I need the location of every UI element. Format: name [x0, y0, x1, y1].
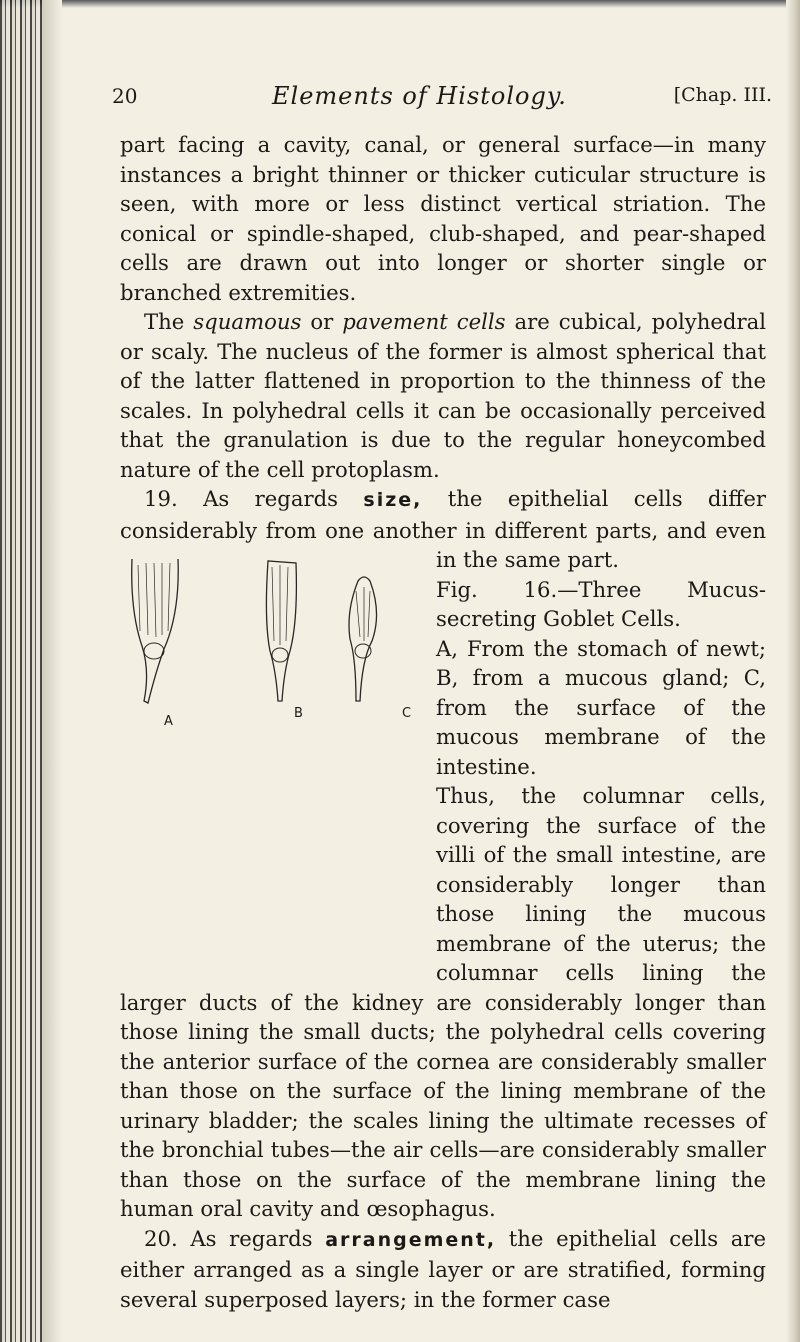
paragraph-2: [120, 307, 766, 484]
term-squamous: squamous: [193, 309, 302, 334]
gutter-shadow: [42, 0, 62, 1342]
page-top-edge: [0, 0, 800, 8]
paragraph-1: part facing a cavity, canal, or general surface—in many instances a bright thinner or thicker cuticular structure is seen, with more or less distinct vertical striation. The conical or spindle-shaped, club-shaped, and pear-shaped cells are drawn out into longer or shorter single or branched extremities.: [120, 132, 766, 305]
term-pavement-cells: pavement cells: [342, 309, 506, 334]
p4-text-b: the epithelial cells are either arranged as a single layer or are stratified, forming several superposed layers; in the former case: [120, 1225, 766, 1312]
figure-label-c: C: [402, 706, 412, 721]
figure-label-b: B: [294, 706, 303, 721]
figure-caption-description: A, From the stomach of newt; B, from a mucous gland; C, from the surface of the mucous membrane of the intestine.: [436, 635, 766, 779]
goblet-cell-c: [349, 577, 377, 701]
running-title: Elements of Histology.: [272, 82, 567, 110]
goblet-cell-b: [266, 561, 296, 701]
page-right-edge: [786, 0, 800, 1342]
p3-text-b-intro: the epithelial cells differ considerably from one another in different parts, and even in the same part.: [120, 486, 766, 572]
keyword-size: size,: [363, 489, 423, 511]
p2-text-a: The: [144, 309, 194, 334]
body-text: [120, 130, 766, 1314]
p3-text-a: 19. As regards: [144, 486, 364, 511]
running-header: [112, 80, 772, 114]
figure-16: [120, 551, 420, 981]
keyword-arrangement: arrangement,: [325, 1228, 497, 1251]
p3-text-b: Thus, the columnar cells, covering the surface of the villi of the small intestine, are considerably longer than those lining the mucous membrane of the uterus; the columnar cells lining the larger ducts of the kidney are considerably longer than those lining the small ducts; the polyhedral cells covering the anterior surface of the cornea are considerably smaller than those on the surface of the lining membrane of the urinary bladder; the scales lining the ultimate recesses of the bronchial tubes—the air cells—are considerably smaller than those on the surface of the membrane lining the human oral cavity and œsophagus.: [120, 783, 766, 1221]
paragraph-4: [120, 1224, 766, 1315]
figure-caption-title: Fig. 16.—Three Mucus-secreting Goblet Cells.: [436, 576, 766, 631]
chapter-label: [Chap. III.: [673, 84, 772, 106]
book-spine-gutter: [0, 0, 42, 1342]
p2-text-b: or: [301, 309, 343, 334]
p2-text-c: are cubical, polyhedral or scaly. The nucleus of the former is almost spherical that of the latter flattened in proportion to the thinness of the scales. In polyhedral cells it can be occasionally perceived that the granulation is due to the regular honeycombed nature of the cell protoplasm.: [120, 309, 766, 482]
figure-label-a: A: [164, 714, 173, 729]
p4-text-a: 20. As regards: [144, 1225, 326, 1251]
page-number: 20: [112, 84, 138, 108]
